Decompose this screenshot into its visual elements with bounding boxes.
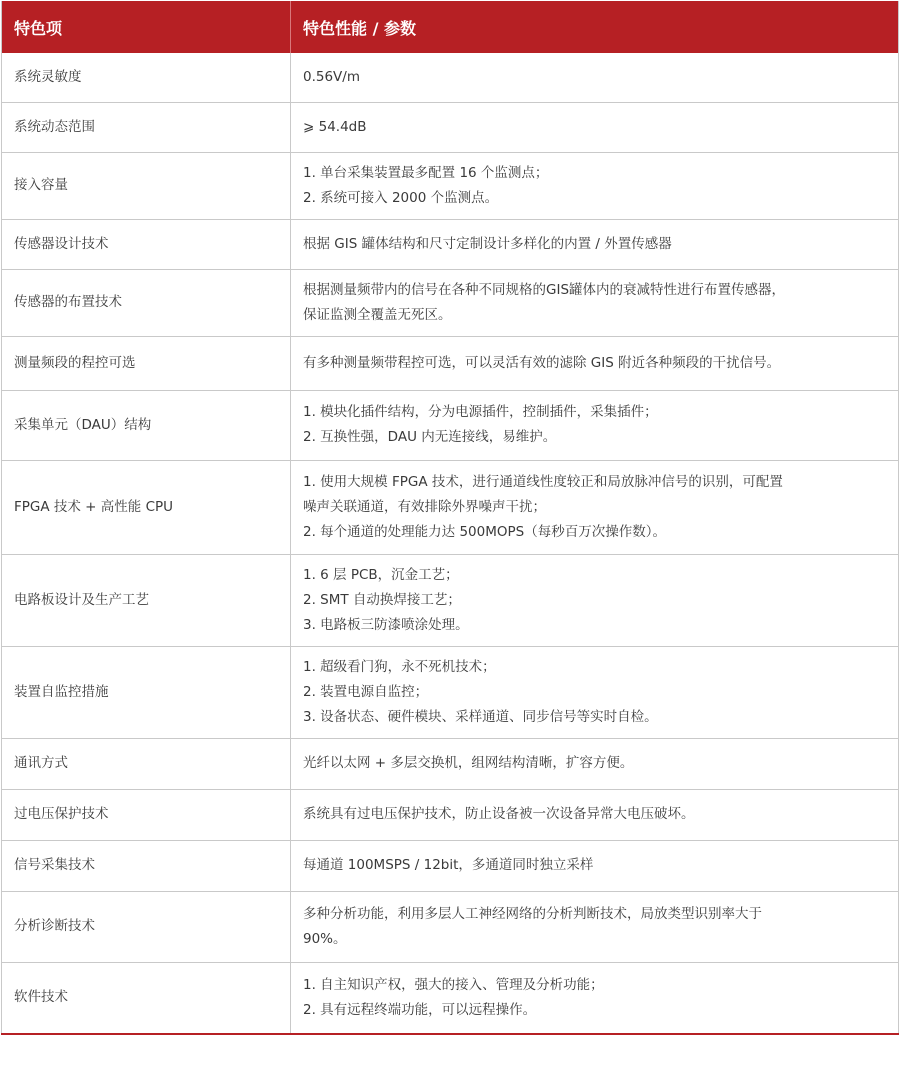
table-row (2, 891, 899, 962)
table-row (2, 336, 899, 390)
spec-line: 1. 自主知识产权，强大的接入、管理及分析功能； (303, 976, 604, 993)
spec-line: 1. 超级看门狗，永不死机技术； (303, 658, 496, 675)
spec-cell (291, 554, 899, 646)
table-row (2, 53, 899, 102)
spec-line: 1. 模块化插件结构，分为电源插件，控制插件，采集插件； (303, 404, 658, 420)
table-body (2, 53, 899, 1034)
feature-cell: 接入容量 (2, 152, 291, 219)
table-row (2, 269, 899, 336)
spec-line: 3. 设备状态、硬件模块、采样通道、同步信号等实时自检。 (303, 708, 658, 725)
feature-cell: 分析诊断技术 (2, 891, 291, 962)
spec-line: 根据 GIS 罐体结构和尺寸定制设计多样化的内置 / 外置传感器 (303, 235, 672, 252)
table-row (2, 646, 899, 738)
spec-cell (291, 738, 899, 789)
feature-cell: 传感器的布置技术 (2, 269, 291, 336)
spec-line: 1. 使用大规模 FPGA 技术，进行通道线性度较正和局放脉冲信号的识别，可配置 (303, 473, 783, 490)
feature-cell: 系统动态范围 (2, 102, 291, 152)
spec-cell (291, 336, 899, 390)
spec-cell (291, 53, 899, 102)
spec-line: 90%。 (303, 930, 347, 947)
header-feature: 特色项 (2, 1, 291, 53)
spec-cell (291, 962, 899, 1034)
header-spec: 特色性能 / 参数 (303, 18, 416, 38)
table-row (2, 219, 899, 269)
spec-line: ⩾ 54.4dB (303, 118, 367, 135)
spec-cell (291, 789, 899, 840)
spec-line: 1. 6 层 PCB，沉金工艺； (303, 566, 459, 583)
spec-line: 0.56V/m (303, 68, 360, 85)
spec-cell (291, 269, 899, 336)
table-header-row (2, 1, 899, 53)
spec-cell (291, 102, 899, 152)
spec-line: 2. 具有远程终端功能，可以远程操作。 (303, 1001, 537, 1018)
table-row (2, 460, 899, 554)
feature-cell: 信号采集技术 (2, 840, 291, 891)
spec-line: 系统具有过电压保护技术，防止设备被一次设备异常大电压破坏。 (303, 806, 695, 822)
table-row (2, 789, 899, 840)
spec-line: 保证监测全覆盖无死区。 (303, 306, 452, 323)
spec-line: 光纤以太网 + 多层交换机，组网结构清晰，扩容方便。 (303, 755, 634, 771)
spec-cell (291, 891, 899, 962)
spec-line: 2. 每个通道的处理能力达 500MOPS（每秒百万次操作数）。 (303, 523, 666, 540)
spec-line: 2. SMT 自动换焊接工艺； (303, 591, 461, 608)
spec-line: 2. 系统可接入 2000 个监测点。 (303, 189, 499, 206)
spec-line: 3. 电路板三防漆喷涂处理。 (303, 616, 469, 633)
spec-cell (291, 390, 899, 460)
spec-table (1, 1, 899, 1035)
spec-line: 有多种测量频带程控可选，可以灵活有效的滤除 GIS 附近各种频段的干扰信号。 (303, 354, 781, 371)
table-row (2, 840, 899, 891)
table-row (2, 152, 899, 219)
spec-cell (291, 840, 899, 891)
feature-cell: 装置自监控措施 (2, 646, 291, 738)
spec-line: 噪声关联通道，有效排除外界噪声干扰； (303, 498, 546, 515)
spec-cell (291, 646, 899, 738)
spec-cell (291, 460, 899, 554)
spec-line: 1. 单台采集装置最多配置 16 个监测点； (303, 164, 549, 181)
spec-line: 每通道 100MSPS / 12bit，多通道同时独立采样 (303, 857, 594, 873)
feature-cell: 系统灵敏度 (2, 53, 291, 102)
spec-cell (291, 219, 899, 269)
table-row (2, 554, 899, 646)
feature-cell: 采集单元（DAU）结构 (2, 390, 291, 460)
table-row (2, 738, 899, 789)
feature-cell: 过电压保护技术 (2, 789, 291, 840)
feature-cell: 通讯方式 (2, 738, 291, 789)
table-row (2, 102, 899, 152)
spec-line: 根据测量频带内的信号在各种不同规格的GIS罐体内的衰减特性进行布置传感器， (303, 281, 786, 298)
feature-cell: FPGA 技术 + 高性能 CPU (2, 460, 291, 554)
feature-cell: 电路板设计及生产工艺 (2, 554, 291, 646)
spec-line: 2. 装置电源自监控； (303, 683, 429, 700)
feature-cell: 传感器设计技术 (2, 219, 291, 269)
spec-line: 2. 互换性强，DAU 内无连接线，易维护。 (303, 429, 557, 445)
feature-cell: 测量频段的程控可选 (2, 336, 291, 390)
feature-cell: 软件技术 (2, 962, 291, 1034)
table-row (2, 962, 899, 1034)
spec-cell (291, 152, 899, 219)
spec-line: 多种分析功能，利用多层人工神经网络的分析判断技术，局放类型识别率大于 (303, 905, 762, 922)
table-row (2, 390, 899, 460)
